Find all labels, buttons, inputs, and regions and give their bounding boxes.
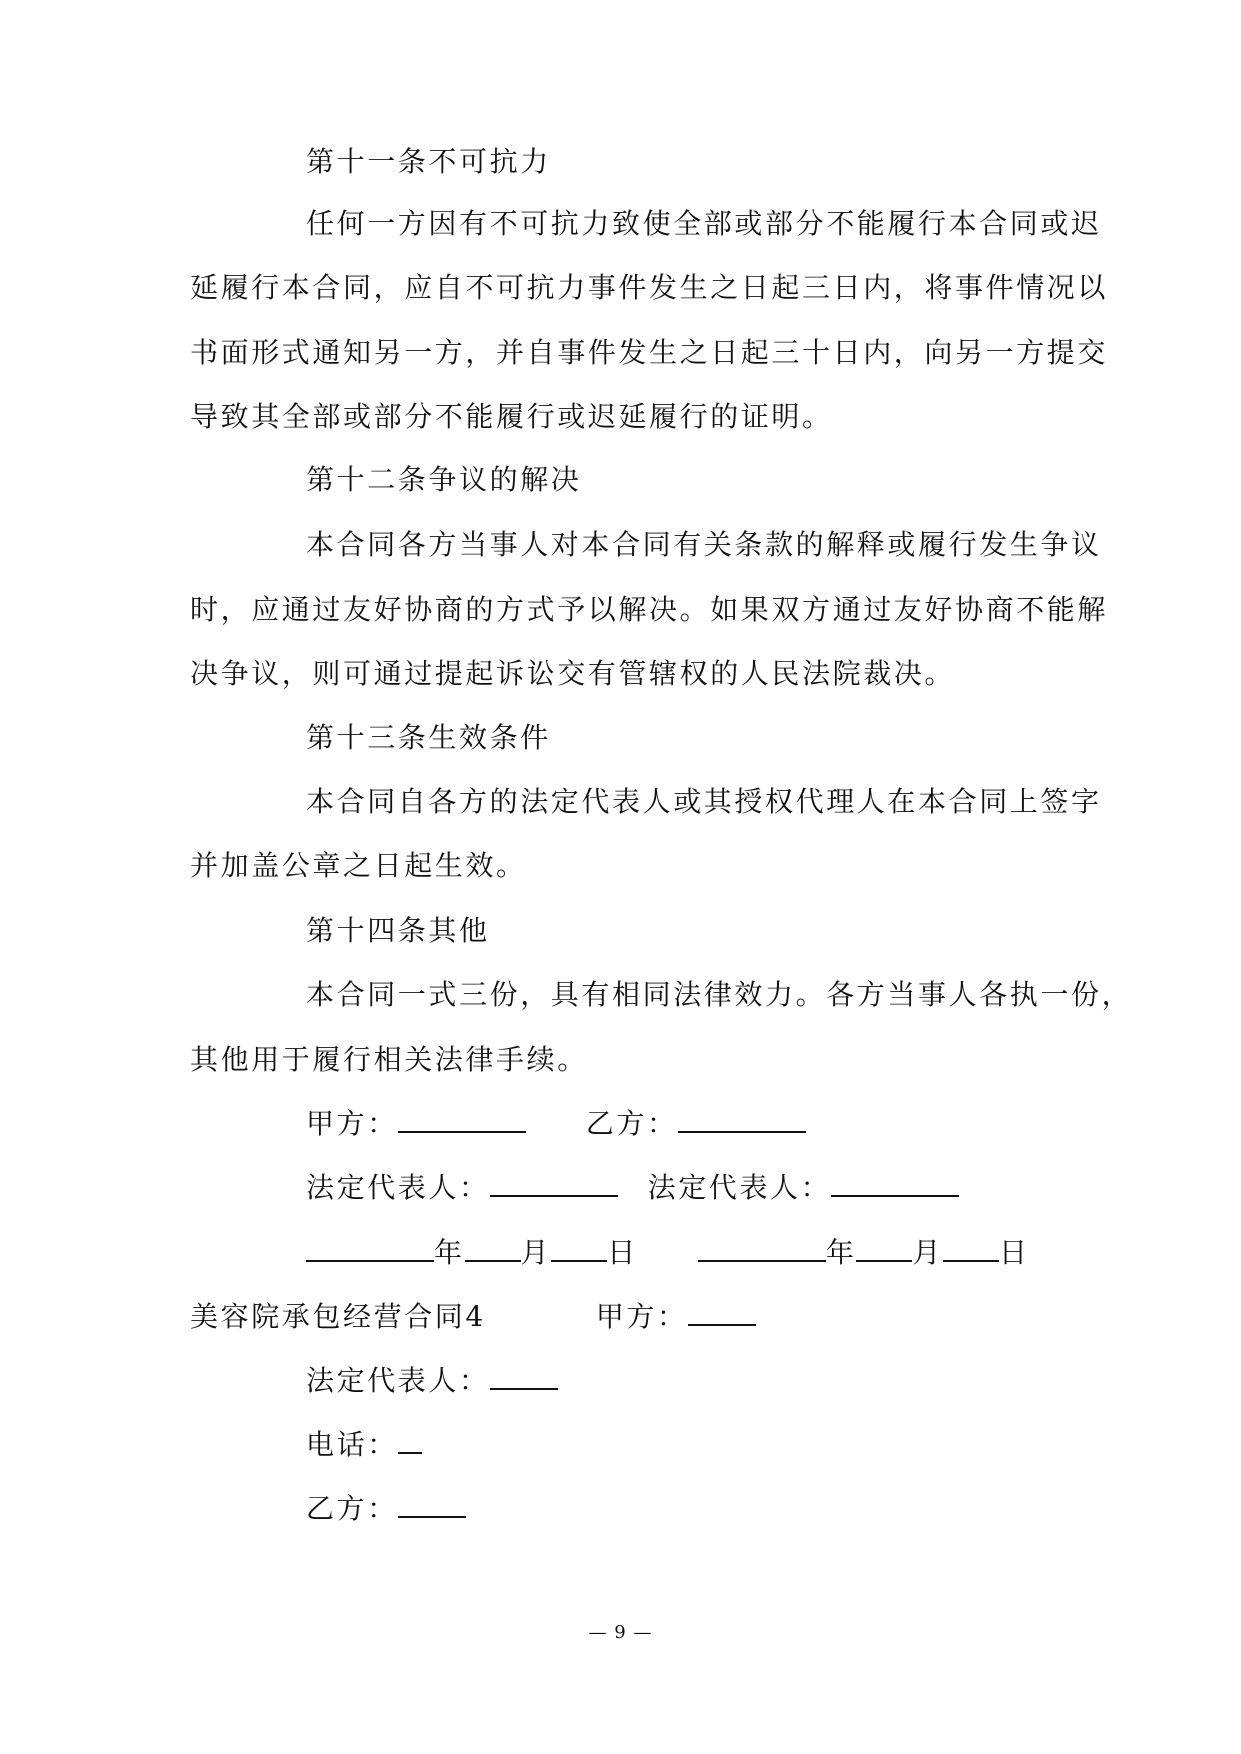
signature-date-row [306, 1233, 1030, 1273]
party-b-rep-blank [831, 1169, 959, 1197]
article-11-text-line-3: 书面形式通知另一方，并自事件发生之日起三十日内，向另一方提交 [190, 336, 1109, 369]
party-b-year-blank [698, 1234, 826, 1262]
article-13-text-line-2: 并加盖公章之日起生效。 [190, 849, 527, 882]
party-a-year-blank [306, 1234, 434, 1262]
article-13-text-line-1: 本合同自各方的法定代表人或其授权代理人在本合同上签字 [306, 785, 1102, 818]
article-11-text-line-4: 导致其全部或部分不能履行或迟延履行的证明。 [190, 400, 833, 433]
article-11-text-line-2: 延履行本合同，应自不可抗力事件发生之日起三日内，将事件情况以 [190, 271, 1109, 304]
article-12-text-line-2: 时，应通过友好协商的方式予以解决。如果双方通过友好协商不能解 [190, 593, 1109, 626]
party-b-blank [678, 1105, 806, 1133]
next-phone-row [306, 1425, 422, 1465]
next-party-b-label: 乙方： [306, 1492, 398, 1525]
article-12-title: 第十二条争议的解决 [306, 463, 582, 496]
article-11-title: 第十一条不可抗力 [306, 145, 551, 178]
party-b-month-label: 月 [912, 1236, 944, 1269]
next-party-b-blank [398, 1490, 466, 1518]
article-14-title: 第十四条其他 [306, 914, 490, 947]
next-phone-blank [398, 1426, 422, 1454]
article-14-text-line-1: 本合同一式三份，具有相同法律效力。各方当事人各执一份， [306, 978, 1133, 1011]
party-a-month-blank [465, 1234, 521, 1262]
article-12-text-line-3: 决争议，则可通过提起诉讼交有管辖权的人民法院裁决。 [190, 657, 956, 690]
party-b-month-blank [856, 1234, 912, 1262]
party-a-year-label: 年 [434, 1236, 465, 1269]
signature-party-row [306, 1104, 806, 1144]
next-party-a-label: 甲方： [595, 1300, 688, 1333]
next-rep-row [306, 1361, 558, 1401]
party-a-rep-blank [490, 1169, 618, 1197]
article-11-text-line-1: 任何一方因有不可抗力致使全部或部分不能履行本合同或迟 [306, 207, 1102, 240]
article-13-title: 第十三条生效条件 [306, 721, 551, 754]
party-a-blank [398, 1105, 526, 1133]
next-contract-title: 美容院承包经营合同4 [190, 1300, 486, 1333]
next-phone-label: 电话： [306, 1428, 398, 1461]
next-party-b-row [306, 1489, 466, 1529]
article-14-text-line-2: 其他用于履行相关法律手续。 [190, 1043, 588, 1076]
next-party-a-blank [688, 1298, 756, 1326]
party-b-year-label: 年 [825, 1236, 857, 1269]
article-12-text-line-1: 本合同各方当事人对本合同有关条款的解释或履行发生争议 [306, 528, 1102, 561]
next-rep-label: 法定代表人： [306, 1364, 490, 1397]
party-a-month-label: 月 [520, 1236, 552, 1269]
party-a-day-label: 日 [607, 1236, 638, 1269]
next-contract-title-row [190, 1297, 756, 1337]
party-a-label: 甲方： [306, 1107, 398, 1140]
party-b-label: 乙方： [585, 1107, 678, 1140]
party-b-rep-label: 法定代表人： [647, 1171, 832, 1204]
party-a-rep-label: 法定代表人： [306, 1171, 490, 1204]
party-a-day-blank [551, 1234, 607, 1262]
party-b-day-blank [943, 1234, 999, 1262]
next-rep-blank [490, 1362, 558, 1390]
page-number: — 9 — [588, 1622, 653, 1643]
signature-rep-row [306, 1168, 959, 1208]
party-b-day-label: 日 [999, 1236, 1030, 1269]
